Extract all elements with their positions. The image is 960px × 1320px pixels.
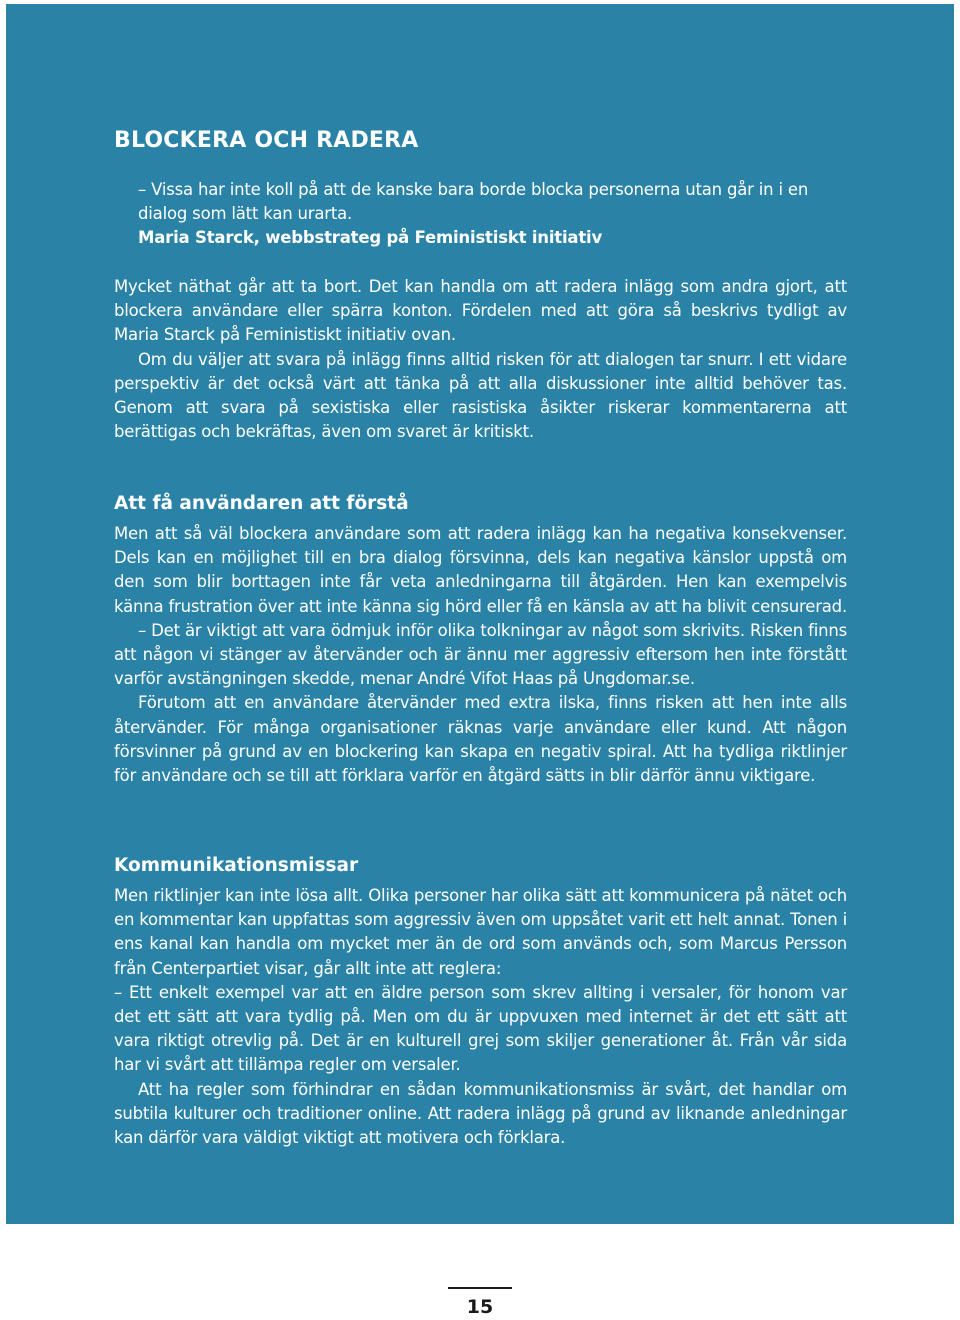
body-paragraph: Men riktlinjer kan inte lösa allt. Olika personer har olika sätt att kommunicera på nätet och en kommentar kan uppfattas som aggressiv även om uppsåtet varit ett helt annat. Tonen i ens kanal kan handla om mycket mer än de ord som används och, som Marcus Persson från Centerpartiet visar, går allt inte att reglera: [114, 886, 847, 978]
page-number-rule [448, 1287, 512, 1289]
intro-quote-text: – Vissa har inte koll på att de kanske bara borde blocka personerna utan går in i en dialog som lätt kan urarta. [138, 180, 809, 224]
intro-section [114, 275, 847, 444]
page-title: BLOCKERA OCH RADERA [114, 128, 419, 153]
intro-quote [138, 178, 838, 251]
intro-quote-attribution: Maria Starck, webbstrateg på Feministiskt initiativ [138, 228, 603, 248]
body-paragraph: – Ett enkelt exempel var att en äldre person som skrev allting i versaler, för honom var det ett sätt att vara tydlig på. Men om du är uppvuxen med internet är det ett sätt att vara riktigt otrevlig på. Det är en kulturell grej som skiljer generationer åt. Från vår sida har vi svårt att tillämpa regler om versaler. [114, 982, 847, 1075]
body-paragraph: Men att så väl blockera användare som att radera inlägg kan ha negativa konsekvenser. Dels kan en möjlighet till en bra dialog försvinna, dels kan negativa känslor uppstå om den som blir borttagen inte får veta anledningarna till åtgärden. Hen kan exempelvis känna frustration över att inte känna sig hörd eller få en känsla av att ha blivit censurerad. [114, 524, 848, 616]
section-heading-understand: Att få användaren att förstå [114, 493, 409, 514]
intro-paragraph: Mycket näthat går att ta bort. Det kan handla om att radera inlägg som andra gjort, att blockera användare eller spärra konton. Fördelen med att göra så beskrivs tydligt av Maria Starck på Feministiskt initiativ ovan. [114, 277, 847, 345]
section-understand-body [114, 522, 847, 788]
intro-paragraph: Om du väljer att svara på inlägg finns alltid risken för att dialogen tar snurr. I ett vidare perspektiv är det också värt att tänka på att alla diskussioner inte alltid behöver tas. Genom att svara på sexistiska eller rasistiska åsikter riskerar kommentarerna att berättigas och bekräftas, även om svaret är kritiskt. [114, 349, 847, 442]
body-paragraph: Förutom att en användare återvänder med extra ilska, finns risken att hen inte alls återvänder. För många organisationer räknas varje användare eller kund. Att någon försvinner på grund av en blockering kan skapa en negativ spiral. Att ha tydliga riktlinjer för användare och se till att förklara varför en åtgärd sätts in blir därför ännu viktigare. [114, 693, 847, 786]
body-paragraph: – Det är viktigt att vara ödmjuk inför olika tolkningar av något som skrivits. Risken finns att någon vi stänger av återvänder och är ännu mer aggressiv eftersom hen inte förstått varför avstängningen skedde, menar André Vifot Haas på Ungdomar.se. [114, 620, 847, 689]
section-heading-communication: Kommunikationsmissar [114, 855, 359, 876]
body-paragraph: Att ha regler som förhindrar en sådan kommunikationsmiss är svårt, det handlar om subtila kulturer och traditioner online. Att radera inlägg på grund av liknande anledningar kan därför vara väldigt viktigt att motivera och förklara. [114, 1079, 847, 1148]
section-communication-body [114, 884, 847, 1150]
page-number: 15 [466, 1296, 494, 1318]
